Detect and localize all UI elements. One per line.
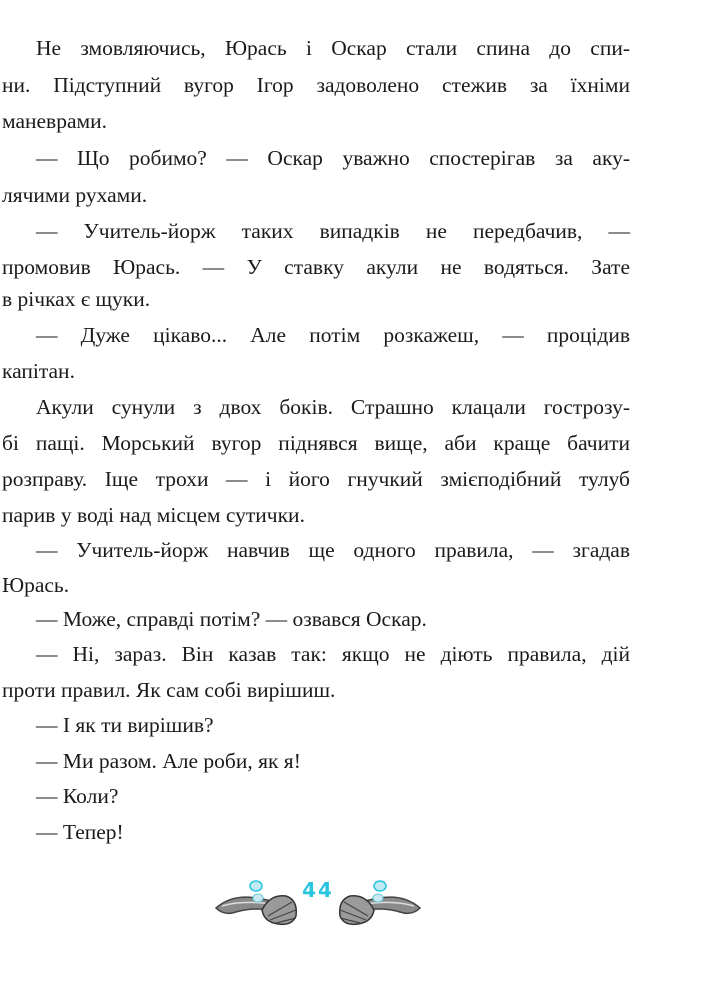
text-line: — Тепер! [36, 820, 124, 844]
text-line: ни. Підступний вугор Ігор задоволено стежив за їхніми [2, 73, 630, 97]
page-number: 44 [302, 878, 334, 902]
text-line: — Ми разом. Але роби, як я! [36, 749, 301, 773]
text-line: проти правил. Як сам собі вирішиш. [2, 678, 336, 702]
text-line: Не змовляючись, Юрась і Оскар стали спина до спи- [36, 36, 630, 60]
page-footer [212, 872, 424, 932]
text-line: — Дуже цікаво... Але потім розкажеш, — процідив [36, 323, 630, 347]
text-line: лячими рухами. [2, 183, 148, 207]
text-line: в річках є щуки. [2, 287, 151, 311]
text-line: — Ні, зараз. Він казав так: якщо не діють правила, дій [36, 642, 630, 666]
text-line: бі пащі. Морський вугор піднявся вище, аби краще бачити [2, 431, 630, 455]
text-line: Юрась. [2, 573, 70, 597]
text-line: Акули сунули з двох боків. Страшно клацали гострозу- [36, 395, 630, 419]
text-line: — Учитель-йорж навчив ще одного правила, — згадав [36, 538, 630, 562]
text-line: маневрами. [2, 109, 107, 133]
shell-ornament-icon [334, 872, 424, 932]
text-line: розправу. Іще трохи — і його гнучкий змієподібний тулуб [2, 467, 630, 491]
text-line: — Що робимо? — Оскар уважно спостерігав за аку- [36, 146, 630, 170]
text-line: — Може, справді потім? — озвався Оскар. [36, 607, 427, 631]
text-line: — Коли? [36, 784, 119, 808]
text-line: — І як ти вирішив? [36, 713, 214, 737]
text-line: — Учитель-йорж таких випадків не передбачив, — [36, 219, 630, 243]
text-line: промовив Юрась. — У ставку акули не водяться. Зате [2, 255, 630, 279]
shell-ornament-icon [212, 872, 302, 932]
text-line: капітан. [2, 359, 75, 383]
text-line: парив у воді над місцем сутички. [2, 503, 305, 527]
